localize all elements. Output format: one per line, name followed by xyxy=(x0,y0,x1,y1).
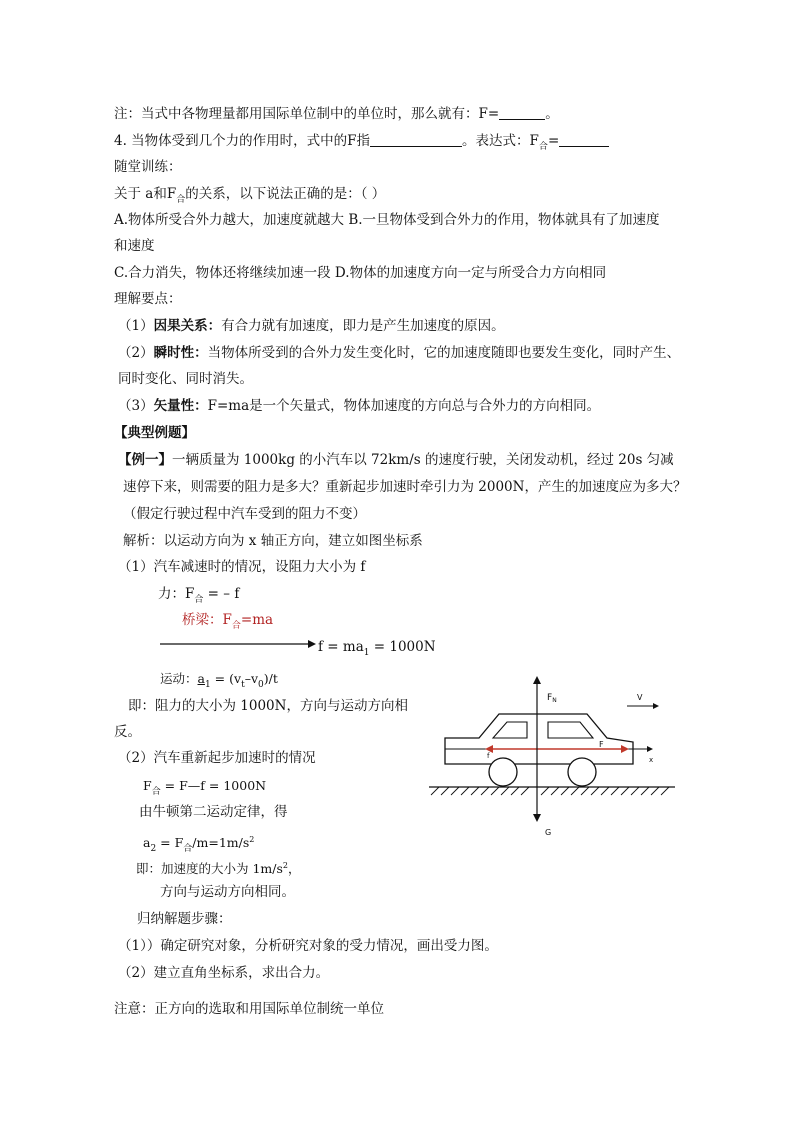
velocity-label: V xyxy=(637,693,643,702)
rear-wheel xyxy=(568,758,596,786)
case-2-title: （2）汽车重新起步加速时的情况 xyxy=(118,750,316,766)
gravity-label: G xyxy=(545,828,552,837)
force-line: 力：$F_合$ = – f xyxy=(158,586,240,605)
option-ab-cont: 和速度 xyxy=(114,238,155,254)
acceleration-2: $a_2 = F_合/m=1m/s^2$ xyxy=(143,835,255,854)
key-point-2: （2）瞬时性：当物体所受到的合外力发生变化时，它的加速度随即也要发生变化，同时产生、 xyxy=(118,345,681,361)
conclusion-2: 即：加速度的大小为 $1m/s^2$， xyxy=(136,861,301,876)
friction-label: f xyxy=(487,752,490,760)
traction-label: F xyxy=(599,740,604,749)
practice-title: 随堂训练： xyxy=(114,159,182,175)
conclusion-2-cont: 方向与运动方向相同。 xyxy=(160,884,295,900)
examples-title: 【典型例题】 xyxy=(114,425,195,441)
example-1-line3: （假定行驶过程中汽车受到的阻力不变） xyxy=(123,506,366,522)
net-force-2: $F_合$ = F—f = 1000N xyxy=(143,778,267,797)
friction-result: $f = ma_1 = 1000N$ xyxy=(318,639,436,658)
unit-note: 注：当式中各物理量都用国际单位制中的单位时，那么就有：F= 。 xyxy=(114,106,559,122)
example-1: 【例一】一辆质量为 1000kg 的小汽车以 72km/s 的速度行驶，关闭发动机，经过 20s 匀减 xyxy=(118,452,674,468)
key-point-3: （3）矢量性：F=ma是一个矢量式，物体加速度的方向总与合外力的方向相同。 xyxy=(118,398,601,414)
option-ab: A.物体所受合外力越大，加速度就越大 B.一旦物体受到合外力的作用，物体就具有了加速度 xyxy=(114,212,660,228)
car-force-diagram xyxy=(425,668,680,843)
answer-blank[interactable] xyxy=(370,132,462,147)
option-cd: C.合力消失，物体还将继续加速一段 D.物体的加速度方向一定与所受合力方向相同 xyxy=(114,265,607,281)
step-2: （2）建立直角坐标系，求出合力。 xyxy=(118,965,330,981)
front-wheel xyxy=(489,758,517,786)
solution-intro: 解析：以运动方向为 x 轴正方向，建立如图坐标系 xyxy=(123,533,423,549)
motion-line: 运动：$a_1 = (v_t-v_0)/t$ xyxy=(160,671,278,690)
bridge-line: 桥梁：$F_合=ma$ xyxy=(182,612,274,631)
ground-hatching xyxy=(431,787,669,795)
final-note: 注意：正方向的选取和用国际单位制统一单位 xyxy=(114,1001,384,1017)
normal-force-label: $F_N$ xyxy=(547,693,557,704)
case-1-title: （1）汽车减速时的情况，设阻力大小为 f xyxy=(118,559,366,575)
key-point-2-cont: 同时变化、同时消失。 xyxy=(118,371,253,387)
answer-blank[interactable] xyxy=(499,105,545,120)
x-label: x xyxy=(649,756,654,764)
answer-blank[interactable] xyxy=(559,132,609,147)
item-4: 4. 当物体受到几个力的作用时，式中的F指 。表达式：$F_合=$ xyxy=(114,132,609,156)
newton-law: 由牛顿第二运动定律，得 xyxy=(139,804,288,820)
conclusion-1: 即：阻力的大小为 1000N，方向与运动方向相 xyxy=(128,698,408,714)
question: 关于 a和$F_合$的关系，以下说法正确的是：（ ） xyxy=(114,186,386,205)
example-1-line2: 速停下来，则需要的阻力是多大？重新起步加速时牵引力为 2000N，产生的加速度应为多大？ xyxy=(123,479,687,495)
car-body xyxy=(445,714,633,764)
key-points-title: 理解要点： xyxy=(114,291,182,307)
steps-title: 归纳解题步骤： xyxy=(137,911,232,927)
step-1: （1））确定研究对象，分析研究对象的受力情况，画出受力图。 xyxy=(118,938,498,954)
derivation-arrow xyxy=(158,636,318,652)
conclusion-1-cont: 反。 xyxy=(114,724,141,740)
key-point-1: （1）因果关系：有合力就有加速度，即力是产生加速度的原因。 xyxy=(118,318,505,334)
